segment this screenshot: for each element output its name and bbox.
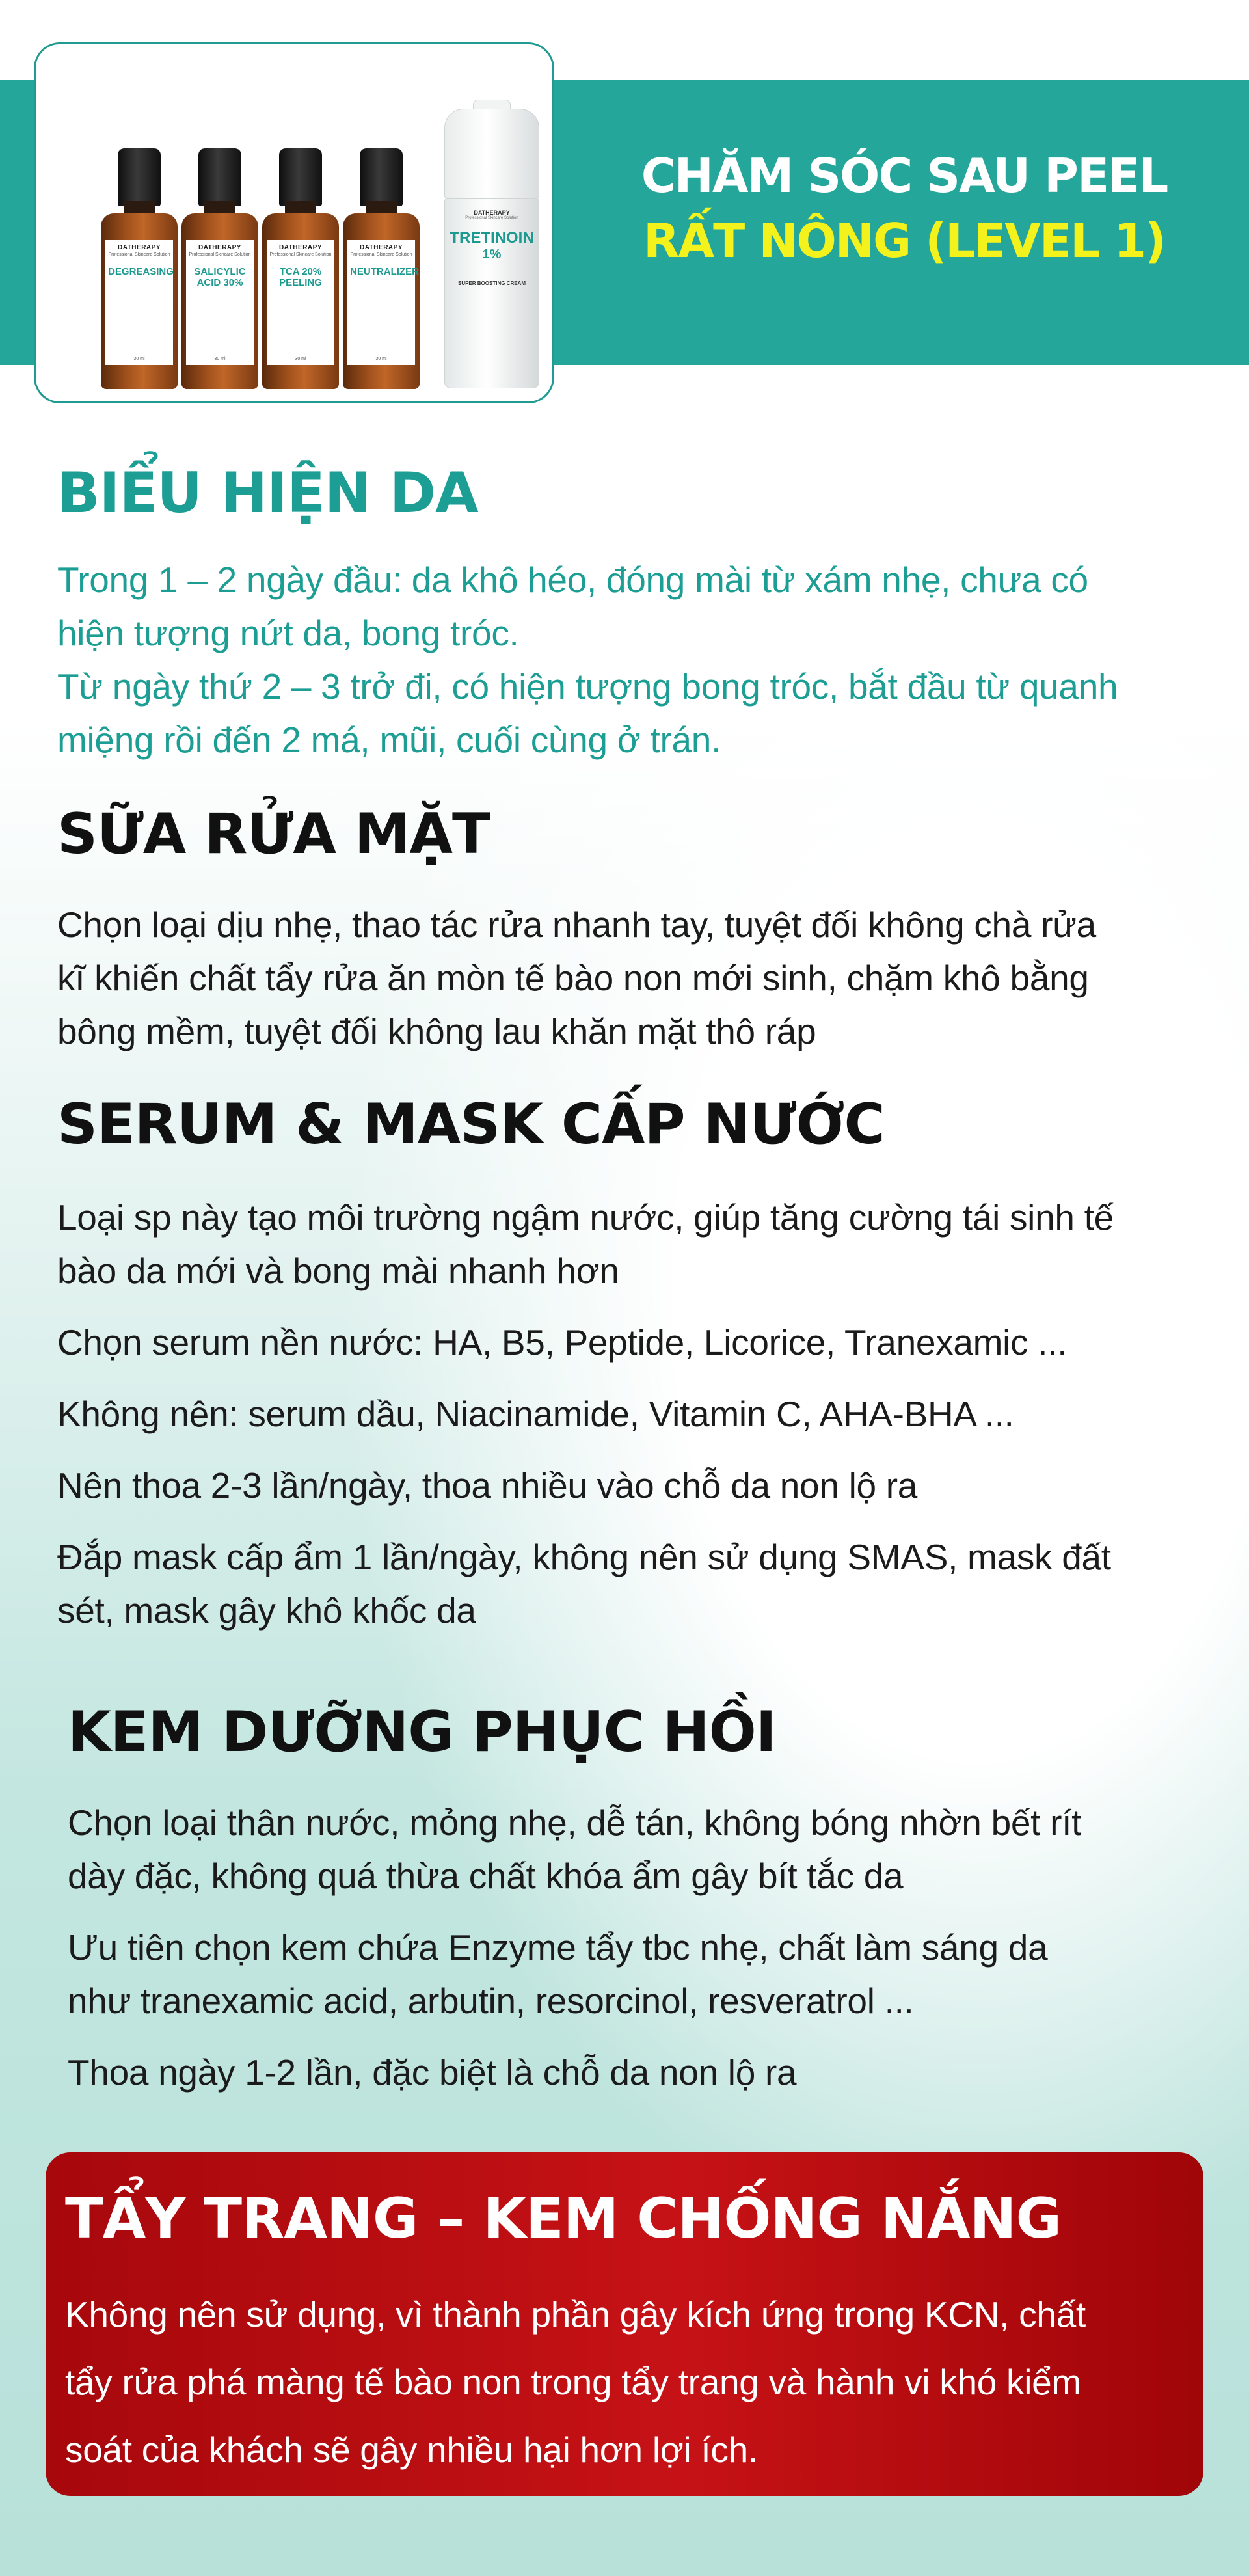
tay-trang-line: tẩy rửa phá màng tế bào non trong tẩy trang và hành vi khó kiểm — [65, 2362, 1081, 2402]
bottle-volume: 30 ml — [375, 356, 387, 361]
serum-mask-line: bào da mới và bong mài nhanh hơn — [57, 1251, 619, 1291]
section-heading-sua-rua-mat: SỮA RỬA MẶT — [57, 802, 490, 867]
bieu-hien-line: hiện tượng nứt da, bong tróc. — [57, 613, 519, 653]
airless-percent: 1% — [482, 247, 502, 262]
tay-trang-line: soát của khách sẽ gây nhiều hại hơn lợi ích. — [65, 2430, 758, 2470]
bottle-volume: 30 ml — [133, 356, 145, 361]
serum-mask-line: Nên thoa 2-3 lần/ngày, thoa nhiều vào chỗ da non lộ ra — [57, 1465, 918, 1506]
kem-duong-line: như tranexamic acid, arbutin, resorcinol, resveratrol ... — [68, 1981, 914, 2021]
bieu-hien-line: Từ ngày thứ 2 – 3 trở đi, có hiện tượng bong tróc, bắt đầu từ quanh — [57, 666, 1118, 707]
airless-desc: SUPER BOOSTING CREAM — [457, 280, 526, 286]
kem-duong-line: Thoa ngày 1-2 lần, đặc biệt là chỗ da non lộ ra — [68, 2052, 797, 2093]
bottle-sub: Professional Skincare Solution — [108, 252, 170, 257]
section-heading-bieu-hien-da: BIỂU HIỆN DA — [57, 461, 478, 526]
sua-rua-mat-line: Chọn loại dịu nhẹ, thao tác rửa nhanh tay, tuyệt đối không chà rửa — [57, 904, 1096, 945]
bottle-volume: 30 ml — [295, 356, 306, 361]
kem-duong-line: dày đặc, không quá thừa chất khóa ẩm gây bít tắc da — [68, 1856, 904, 1896]
product-image-card — [34, 42, 554, 403]
bottle-brand: DATHERAPY — [198, 243, 241, 251]
serum-mask-line: Không nên: serum dầu, Niacinamide, Vitamin C, AHA-BHA ... — [57, 1394, 1014, 1434]
kem-duong-line: Ưu tiên chọn kem chứa Enzyme tẩy tbc nhẹ, chất làm sáng da — [68, 1927, 1048, 1968]
section-heading-tay-trang: TẨY TRANG – KEM CHỐNG NẮNG — [65, 2186, 1062, 2251]
serum-mask-line: Loại sp này tạo môi trường ngậm nước, giúp tăng cường tái sinh tế — [57, 1197, 1114, 1238]
bottle-name: SALICYLIC ACID 30% — [194, 265, 246, 288]
bieu-hien-line: miệng rồi đến 2 má, mũi, cuối cùng ở trán. — [57, 720, 721, 760]
title-line-1: CHĂM SÓC SAU PEEL — [641, 148, 1168, 203]
airless-tretinoin — [444, 109, 539, 388]
bottle-name: DEGREASING — [108, 265, 174, 277]
bottle-volume: 30 ml — [214, 356, 226, 361]
title-line-2: RẤT NÔNG (LEVEL 1) — [643, 213, 1166, 268]
bottle-name: TCA 20% PEELING — [279, 265, 322, 288]
serum-mask-line: Chọn serum nền nước: HA, B5, Peptide, Licorice, Tranexamic ... — [57, 1322, 1068, 1363]
bottle-brand: DATHERAPY — [279, 243, 322, 251]
kem-duong-line: Chọn loại thân nước, mỏng nhẹ, dễ tán, không bóng nhờn bết rít — [68, 1802, 1082, 1843]
tay-trang-line: Không nên sử dụng, vì thành phần gây kích ứng trong KCN, chất — [65, 2294, 1086, 2335]
bottle-name: NEUTRALIZER — [350, 265, 419, 277]
airless-name: TRETINOIN — [450, 228, 534, 247]
serum-mask-line: Đắp mask cấp ẩm 1 lần/ngày, không nên sử dụng SMAS, mask đất — [57, 1537, 1111, 1577]
bottle-salicylic — [181, 148, 258, 389]
bottle-tca — [262, 148, 339, 389]
bieu-hien-line: Trong 1 – 2 ngày đầu: da khô héo, đóng mài từ xám nhẹ, chưa có — [57, 560, 1088, 600]
section-heading-kem-duong: KEM DƯỠNG PHỤC HỒI — [68, 1700, 776, 1765]
airless-brand: DATHERAPY — [474, 209, 510, 216]
bottle-brand: DATHERAPY — [360, 243, 403, 251]
page-title — [559, 143, 1249, 273]
serum-mask-line: sét, mask gây khô khốc da — [57, 1590, 476, 1631]
section-heading-serum-mask: SERUM & MASK CẤP NƯỚC — [57, 1092, 885, 1157]
bottle-sub: Professional Skincare Solution — [269, 252, 332, 257]
bottle-degreasing — [101, 148, 178, 389]
bottle-sub: Professional Skincare Solution — [350, 252, 412, 257]
airless-sub: Professional Skincare Solution — [465, 215, 518, 220]
bottle-brand: DATHERAPY — [118, 243, 161, 251]
sua-rua-mat-line: kĩ khiến chất tẩy rửa ăn mòn tế bào non mới sinh, chặm khô bằng — [57, 958, 1089, 998]
bottle-neutralizer — [343, 148, 420, 389]
bottle-sub: Professional Skincare Solution — [189, 252, 251, 257]
sua-rua-mat-line: bông mềm, tuyệt đối không lau khăn mặt thô ráp — [57, 1011, 816, 1051]
